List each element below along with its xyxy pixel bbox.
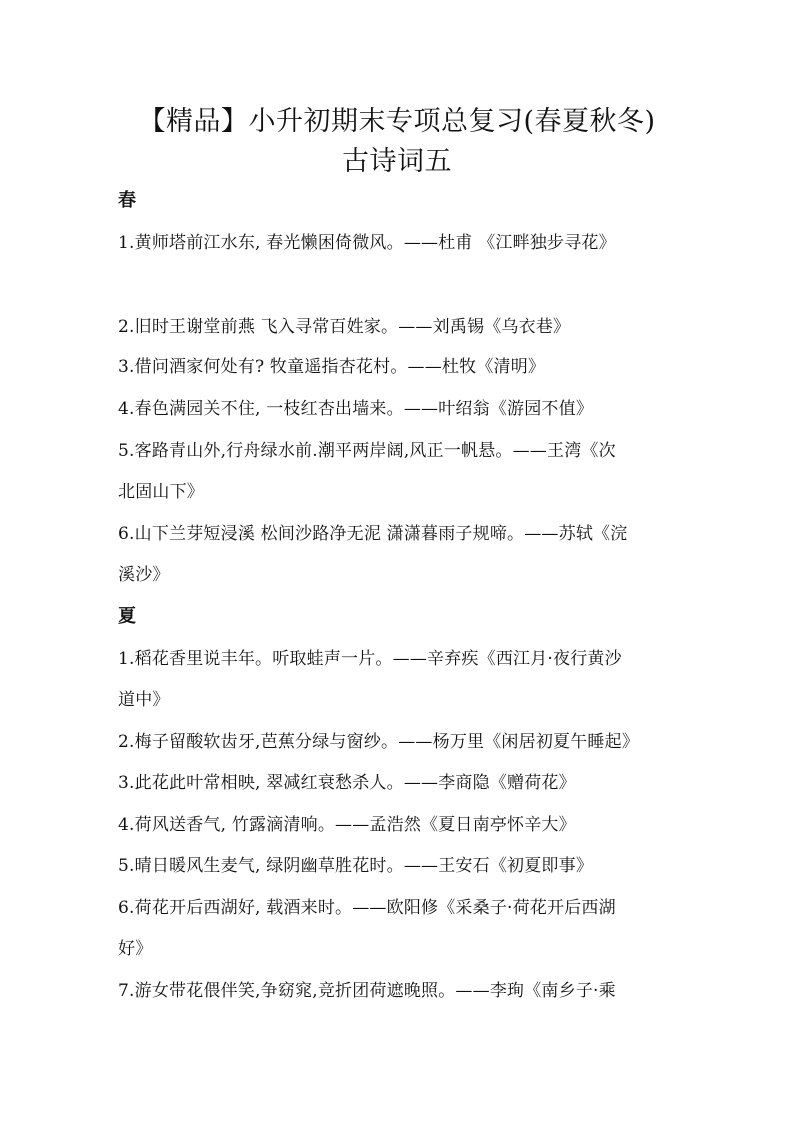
spring-item-5-line-2: 北固山下》	[118, 482, 204, 502]
section-heading-spring: 春	[118, 190, 136, 211]
summer-item-7-line-1: 7.游女带花偎伴笑,争窈窕,竞折团荷遮晚照。——李珣《南乡子·乘	[118, 981, 616, 1001]
summer-item-3: 3.此花此叶常相映, 翠减红衰愁杀人。——李商隐《赠荷花》	[118, 773, 576, 793]
summer-item-1-line-2: 道中》	[118, 690, 170, 710]
spring-item-2: 2.旧时王谢堂前燕 飞入寻常百姓家。——刘禹锡《乌衣巷》	[118, 317, 571, 337]
summer-item-6-line-1: 6.荷花开后西湖好, 载酒来时。——欧阳修《采桑子·荷花开后西湖	[118, 898, 616, 918]
spring-item-5-line-1: 5.客路青山外,行舟绿水前.潮平两岸阔,风正一帆悬。——王湾《次	[118, 441, 616, 461]
section-heading-summer: 夏	[118, 606, 136, 627]
summer-item-5: 5.晴日暖风生麦气, 绿阴幽草胜花时。——王安石《初夏即事》	[118, 856, 594, 876]
spring-item-3: 3.借问酒家何处有? 牧童遥指杏花村。——杜牧《清明》	[118, 357, 546, 377]
spring-item-4: 4.春色满园关不住, 一枝红杏出墙来。——叶绍翁《游园不值》	[118, 399, 594, 419]
document-title-line-2: 古诗词五	[342, 146, 452, 177]
summer-item-4: 4.荷风送香气, 竹露滴清响。——孟浩然《夏日南亭怀辛大》	[118, 815, 576, 835]
spring-item-6-line-2: 溪沙》	[118, 565, 170, 585]
summer-item-1-line-1: 1.稻花香里说丰年。听取蛙声一片。——辛弃疾《西江月·夜行黄沙	[118, 649, 622, 669]
spring-item-6-line-1: 6.山下兰芽短浸溪 松间沙路净无泥 潇潇暮雨子规啼。——苏轼《浣	[118, 524, 628, 544]
summer-item-2: 2.梅子留酸软齿牙,芭蕉分绿与窗纱。——杨万里《闲居初夏午睡起》	[118, 732, 640, 752]
document-title-line-1: 【精品】小升初期末专项总复习(春夏秋冬)	[138, 106, 656, 137]
spring-item-1: 1.黄师塔前江水东, 春光懒困倚微风。——杜甫 《江畔独步寻花》	[118, 233, 616, 253]
summer-item-6-line-2: 好》	[118, 939, 153, 959]
